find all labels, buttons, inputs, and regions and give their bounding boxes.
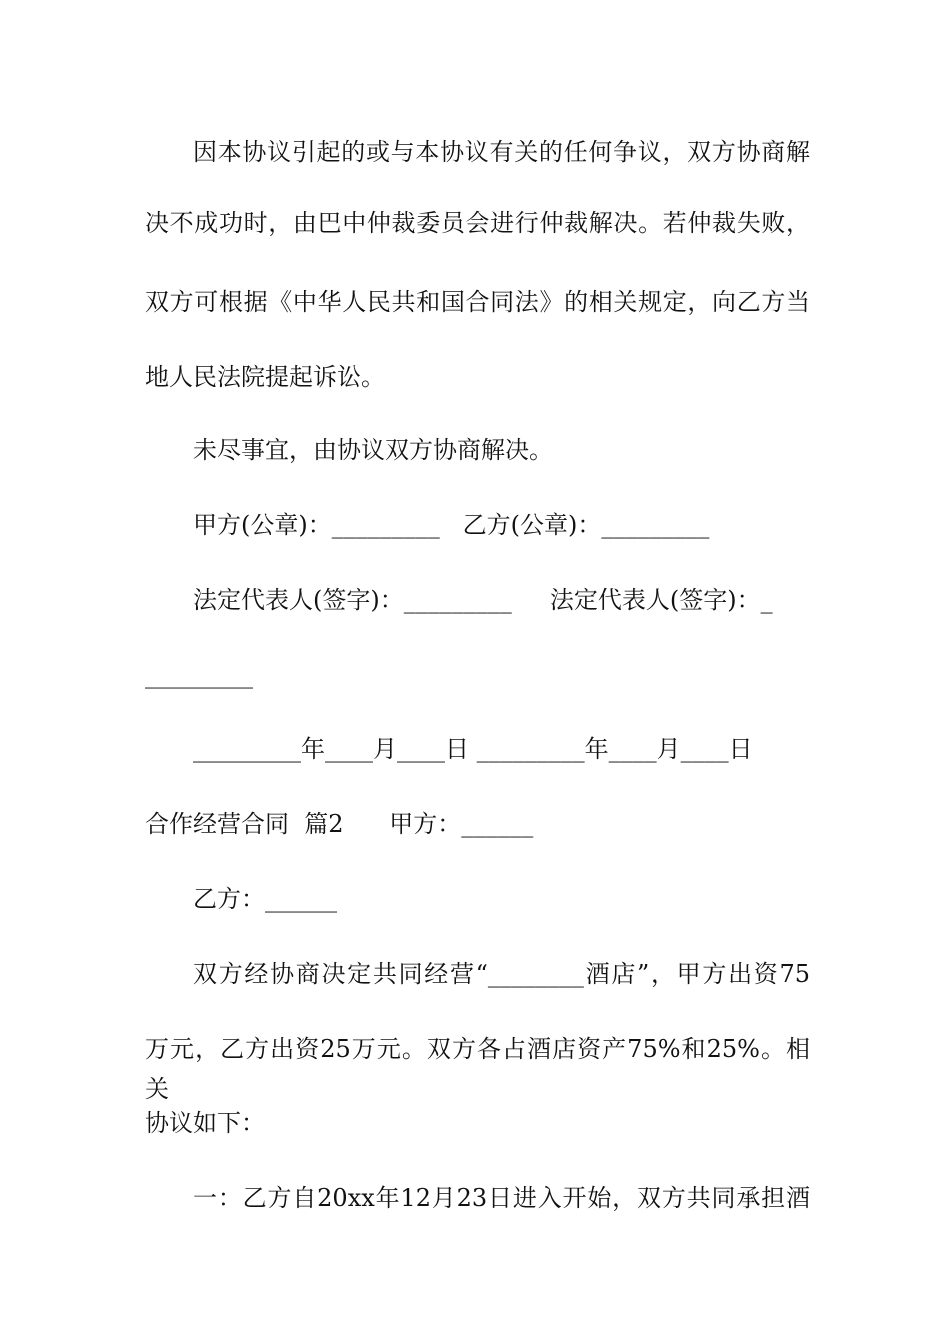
paragraph-investment-line-1: 双方经协商决定共同经营“________酒店”，甲方出资75 <box>193 960 810 988</box>
paragraph-investment-line-3: 协议如下： <box>145 1109 265 1137</box>
paragraph-dispute-line-4: 地人民法院提起诉讼。 <box>145 363 385 391</box>
signature-date-line: _________年____月____日 _________年____月____日 <box>193 735 753 763</box>
paragraph-investment-line-2: 万元，乙方出资25万元。双方各占酒店资产75%和25%。相关 <box>145 1035 810 1103</box>
paragraph-dispute-line-1: 因本协议引起的或与本协议有关的任何争议，双方协商解 <box>193 138 810 166</box>
signature-representative-continuation: _________ <box>145 661 253 689</box>
signature-seal-line: 甲方(公章)：_________ 乙方(公章)：_________ <box>193 511 710 539</box>
clause-one-line-1: 一：乙方自20xx年12月23日进入开始，双方共同承担酒 <box>193 1184 810 1212</box>
paragraph-dispute-line-3: 双方可根据《中华人民共和国合同法》的相关规定，向乙方当 <box>145 288 810 316</box>
contract-title-party-a: 合作经营合同 篇2 甲方：______ <box>145 810 534 838</box>
paragraph-unresolved-matters: 未尽事宜，由协议双方协商解决。 <box>193 436 553 464</box>
party-b-line: 乙方：______ <box>193 885 337 913</box>
paragraph-dispute-line-2: 决不成功时，由巴中仲裁委员会进行仲裁解决。若仲裁失败， <box>145 209 810 237</box>
signature-representative-line: 法定代表人(签字)：_________ 法定代表人(签字)：_ <box>193 586 773 614</box>
